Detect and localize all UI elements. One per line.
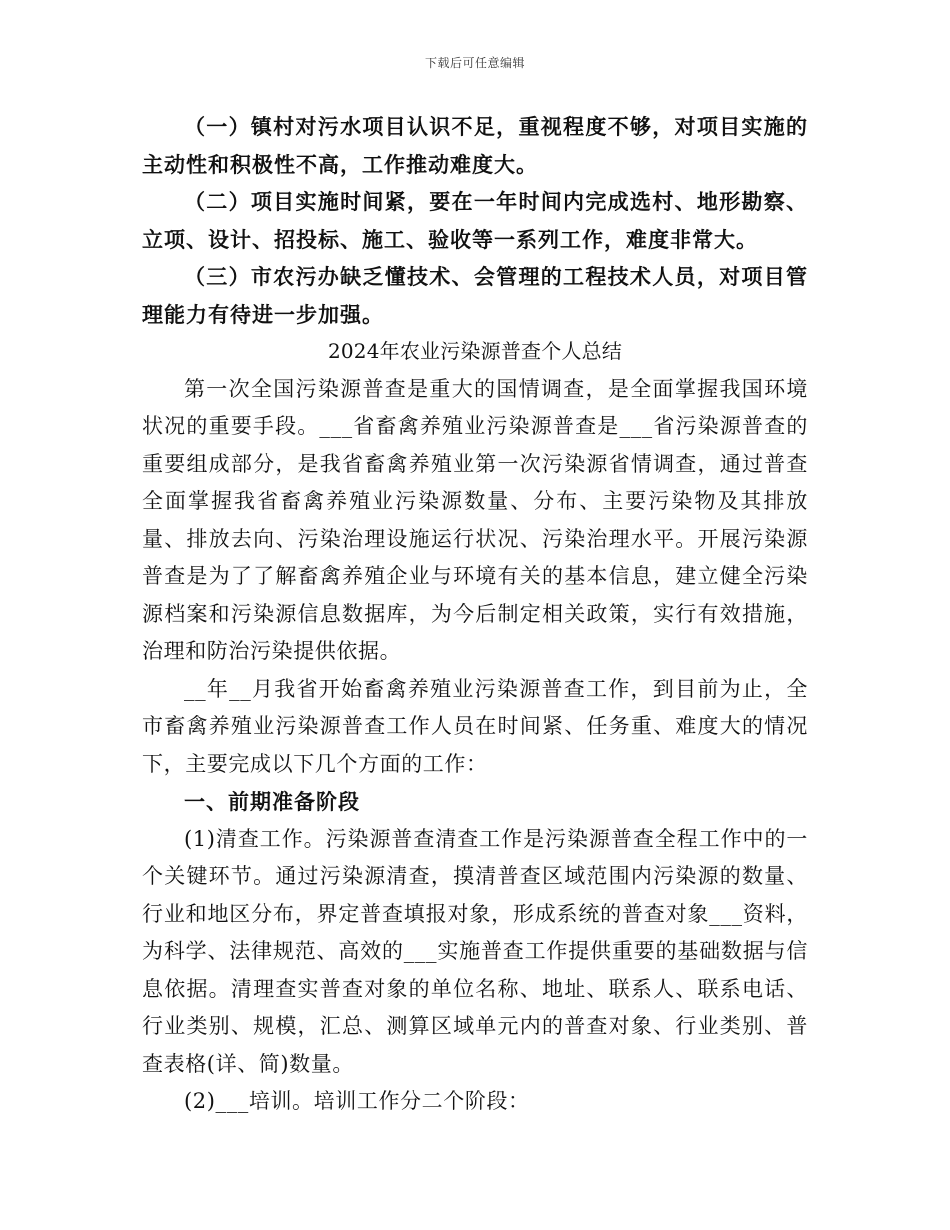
page-header-note: 下载后可任意编辑 <box>424 56 525 70</box>
issue-paragraph-2: （二）项目实施时间紧，要在一年时间内完成选村、地形勘察、立项、设计、招投标、施工、验收等一系列工作，难度非常大。 <box>142 189 808 252</box>
issue-paragraph-3: （三）市农污办缺乏懂技术、会管理的工程技术人员，对项目管理能力有待进一步加强。 <box>142 264 808 327</box>
census-check-paragraph: (1)清查工作。污染源普查清查工作是污染源普查全程工作中的一个关键环节。通过污染源清查，摸清普查区域范围内污染源的数量、行业和地区分布，界定普查填报对象，形成系统的普查对象___资料，为科学、法律规范、高效的___实施普查工作提供重要的基础数据与信息依据。清理查实普查对象的单位名称、地址、联系人、联系电话、行业类别、规模，汇总、测算区域单元内的普查对象、行业类别、普查表格(详、简)数量。 <box>142 826 808 1076</box>
section-heading-preparation: 一、前期准备阶段 <box>184 789 360 814</box>
document-title: 2024年农业污染源普查个人总结 <box>327 339 623 363</box>
intro-paragraph: 第一次全国污染源普查是重大的国情调查，是全面掌握我国环境状况的重要手段。___省畜禽养殖业污染源普查是___省污染源普查的重要组成部分，是我省畜禽养殖业第一次污染源省情调查，通过普查全面掌握我省畜禽养殖业污染源数量、分布、主要污染物及其排放量、排放去向、污染治理设施运行状况、污染治理水平。开展污染源普查是为了了解畜禽养殖企业与环境有关的基本信息，建立健全污染源档案和污染源信息数据库，为今后制定相关政策，实行有效措施，治理和防治污染提供依据。 <box>142 376 808 663</box>
progress-paragraph: __年__月我省开始畜禽养殖业污染源普查工作，到目前为止，全市畜禽养殖业污染源普查工作人员在时间紧、任务重、难度大的情况下，主要完成以下几个方面的工作： <box>142 676 808 776</box>
issue-paragraph-1: （一）镇村对污水项目认识不足，重视程度不够，对项目实施的主动性和积极性不高，工作推动难度大。 <box>142 114 808 177</box>
training-paragraph: (2)___培训。培训工作分二个阶段： <box>184 1089 530 1113</box>
document-body <box>142 108 808 1121</box>
